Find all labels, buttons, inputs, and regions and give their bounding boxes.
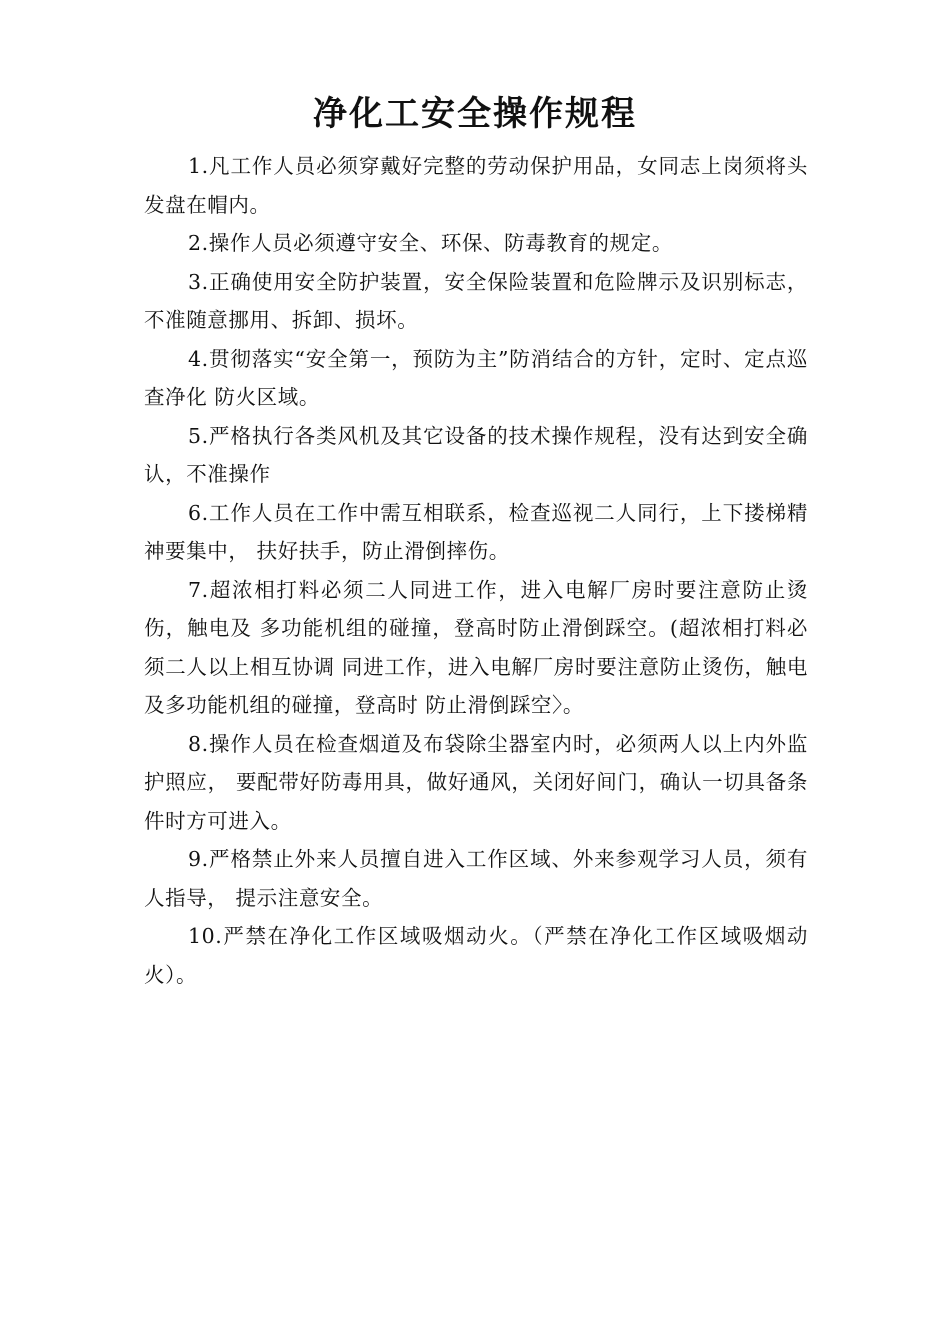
rule-paragraph-8: 8.操作人员在检查烟道及布袋除尘器室内时，必须两人以上内外监护照应， 要配带好防毒用具，做好通风，关闭好间门，确认一切具备条件时方可进入。 <box>144 731 808 833</box>
rule-paragraph-9: 9.严格禁止外来人员擅自进入工作区域、外来参观学习人员，须有人指导， 提示注意安全。 <box>144 847 808 910</box>
rule-paragraph-7: 7.超浓相打料必须二人同进工作，进入电解厂房时要注意防止烫伤，触电及 多功能机组的碰撞，登高时防止滑倒踩空。(超浓相打料必须二人以上相互协调 同进工作，进入电解厂房时要注意防止烫伤，触电及多功能机组的碰撞，登高时 防止滑倒踩空〉。 <box>144 577 808 717</box>
rule-paragraph-6: 6.工作人员在工作中需互相联系，检查巡视二人同行，上下搂梯精神要集中， 扶好扶手，防止滑倒摔伤。 <box>144 500 808 563</box>
rule-paragraph-2: 2.操作人员必须遵守安全、环保、防毒教育的规定。 <box>188 231 673 255</box>
rule-paragraph-5: 5.严格执行各类风机及其它设备的技术操作规程，没有达到安全确认，不准操作 <box>144 423 808 486</box>
rule-paragraph-4: 4.贯彻落实“安全第一，预防为主”防消结合的方针，定时、定点巡查净化 防火区域。 <box>144 346 808 409</box>
document-title: 净化工安全操作规程 <box>313 94 637 134</box>
rule-paragraph-1: 1.凡工作人员必须穿戴好完整的劳动保护用品，女同志上岗须将头发盘在帽内。 <box>144 154 808 217</box>
rule-paragraph-10: 10.严禁在净化工作区域吸烟动火。（严禁在净化工作区域吸烟动火）。 <box>144 924 808 987</box>
rule-paragraph-3: 3.正确使用安全防护装置，安全保险装置和危险牌示及识别标志，不准随意挪用、拆卸、损坏。 <box>144 269 808 332</box>
document-body <box>144 147 808 994</box>
